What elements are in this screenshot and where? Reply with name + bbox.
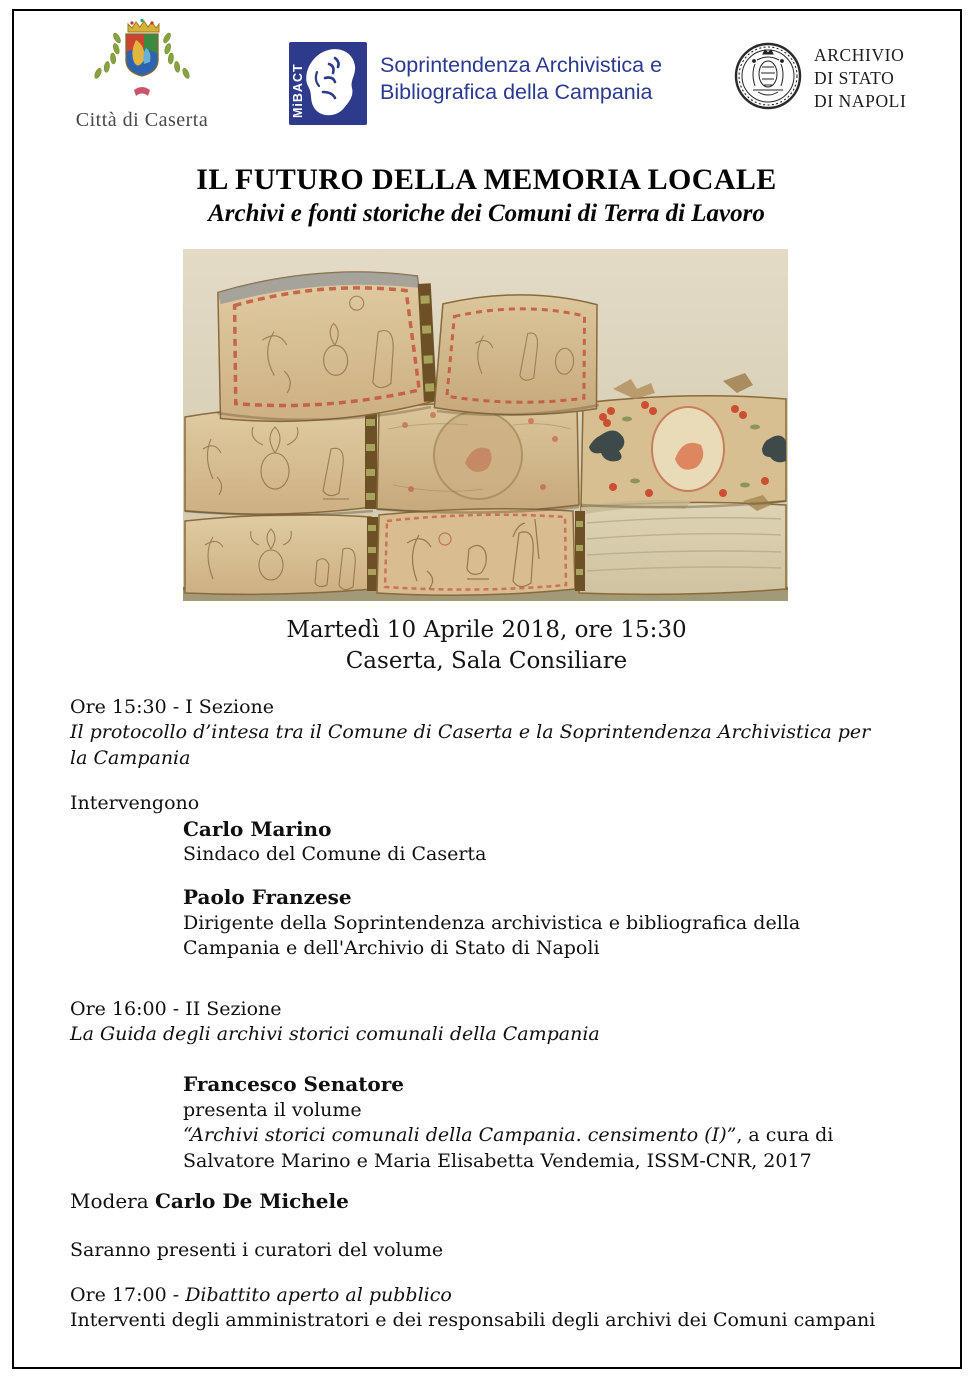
state-archive-seal-icon (733, 40, 803, 116)
speaker-2-name: Paolo Franzese (183, 885, 352, 910)
caserta-logo-caption: Città di Caserta (75, 109, 209, 131)
section3-time: Ore 17:00 - (70, 1283, 186, 1306)
presentation (183, 1072, 897, 1174)
mibact-logo-icon (289, 42, 367, 129)
section2-heading: Ore 16:00 - II Sezione (70, 997, 282, 1020)
section1-heading: Ore 15:30 - I Sezione (70, 696, 275, 718)
mibact-org-name (380, 42, 662, 129)
section3-detail: Interventi degli amministratori e dei responsabili degli archivi dei Comuni campani (70, 1309, 876, 1332)
mibact-vertical-text: MiBACT (291, 63, 305, 118)
state-archive-name-line2: DI STATO (814, 67, 895, 88)
moderator-line (70, 1189, 888, 1214)
mibact-logo (289, 42, 662, 129)
speaker-1 (183, 817, 897, 868)
section3 (70, 1283, 888, 1334)
program (70, 695, 888, 1334)
speaker-2 (183, 885, 897, 961)
mibact-org-name-line2: Bibliografica della Campania (380, 80, 653, 104)
title-block (0, 163, 973, 228)
intervengono-label: Intervengono (70, 792, 200, 815)
caserta-logo (72, 18, 212, 132)
section1-topic: Il protocollo d’intesa tra il Comune di Caserta e la Soprintendenza Archivistica per la Campania (70, 721, 871, 769)
page-title: IL FUTURO DELLA MEMORIA LOCALE (196, 163, 777, 196)
section3-heading (70, 1283, 888, 1308)
section2-topic: La Guida degli archivi storici comunali della Campania (70, 1023, 600, 1046)
event-datetime: Martedì 10 Aprile 2018, ore 15:30 (286, 617, 687, 643)
moderator-prefix: Modera (70, 1189, 155, 1214)
event-datetime-block (0, 615, 973, 677)
archive-books-photo (183, 249, 788, 601)
page-subtitle: Archivi e fonti storiche dei Comuni di Terra di Lavoro (208, 200, 765, 227)
state-archive-name-line3: DI NAPOLI (814, 90, 907, 111)
speaker-1-name: Carlo Marino (183, 816, 332, 841)
mibact-org-name-line1: Soprintendenza Archivistica e (380, 53, 663, 77)
header (0, 0, 973, 150)
state-archive-name-line1: ARCHIVIO (814, 44, 905, 65)
volume-title: “Archivi storici comunali della Campania. censimento (I)” (183, 1124, 737, 1147)
state-archive-logo (733, 40, 906, 116)
volume-credits: , a cura di Salvatore Marino e Maria Elisabetta Vendemia, ISSM-CNR, 2017 (183, 1124, 834, 1172)
presenter-name: Francesco Senatore (183, 1072, 405, 1097)
speaker-1-role: Sindaco del Comune di Caserta (183, 843, 487, 866)
presentation-intro: presenta il volume (183, 1098, 362, 1121)
moderator-name: Carlo De Michele (155, 1189, 349, 1214)
presentation-volume (183, 1123, 897, 1174)
caserta-coat-of-arms-icon (90, 89, 194, 108)
speaker-2-role: Dirigente della Soprintendenza archivistica e bibliografica della Campania e dell'Archivio di Stato di Napoli (183, 911, 801, 960)
section3-topic: Dibattito aperto al pubblico (185, 1283, 452, 1306)
state-archive-name (814, 44, 906, 113)
event-location: Caserta, Sala Consiliare (345, 648, 628, 674)
curators-note: Saranno presenti i curatori del volume (70, 1238, 444, 1261)
